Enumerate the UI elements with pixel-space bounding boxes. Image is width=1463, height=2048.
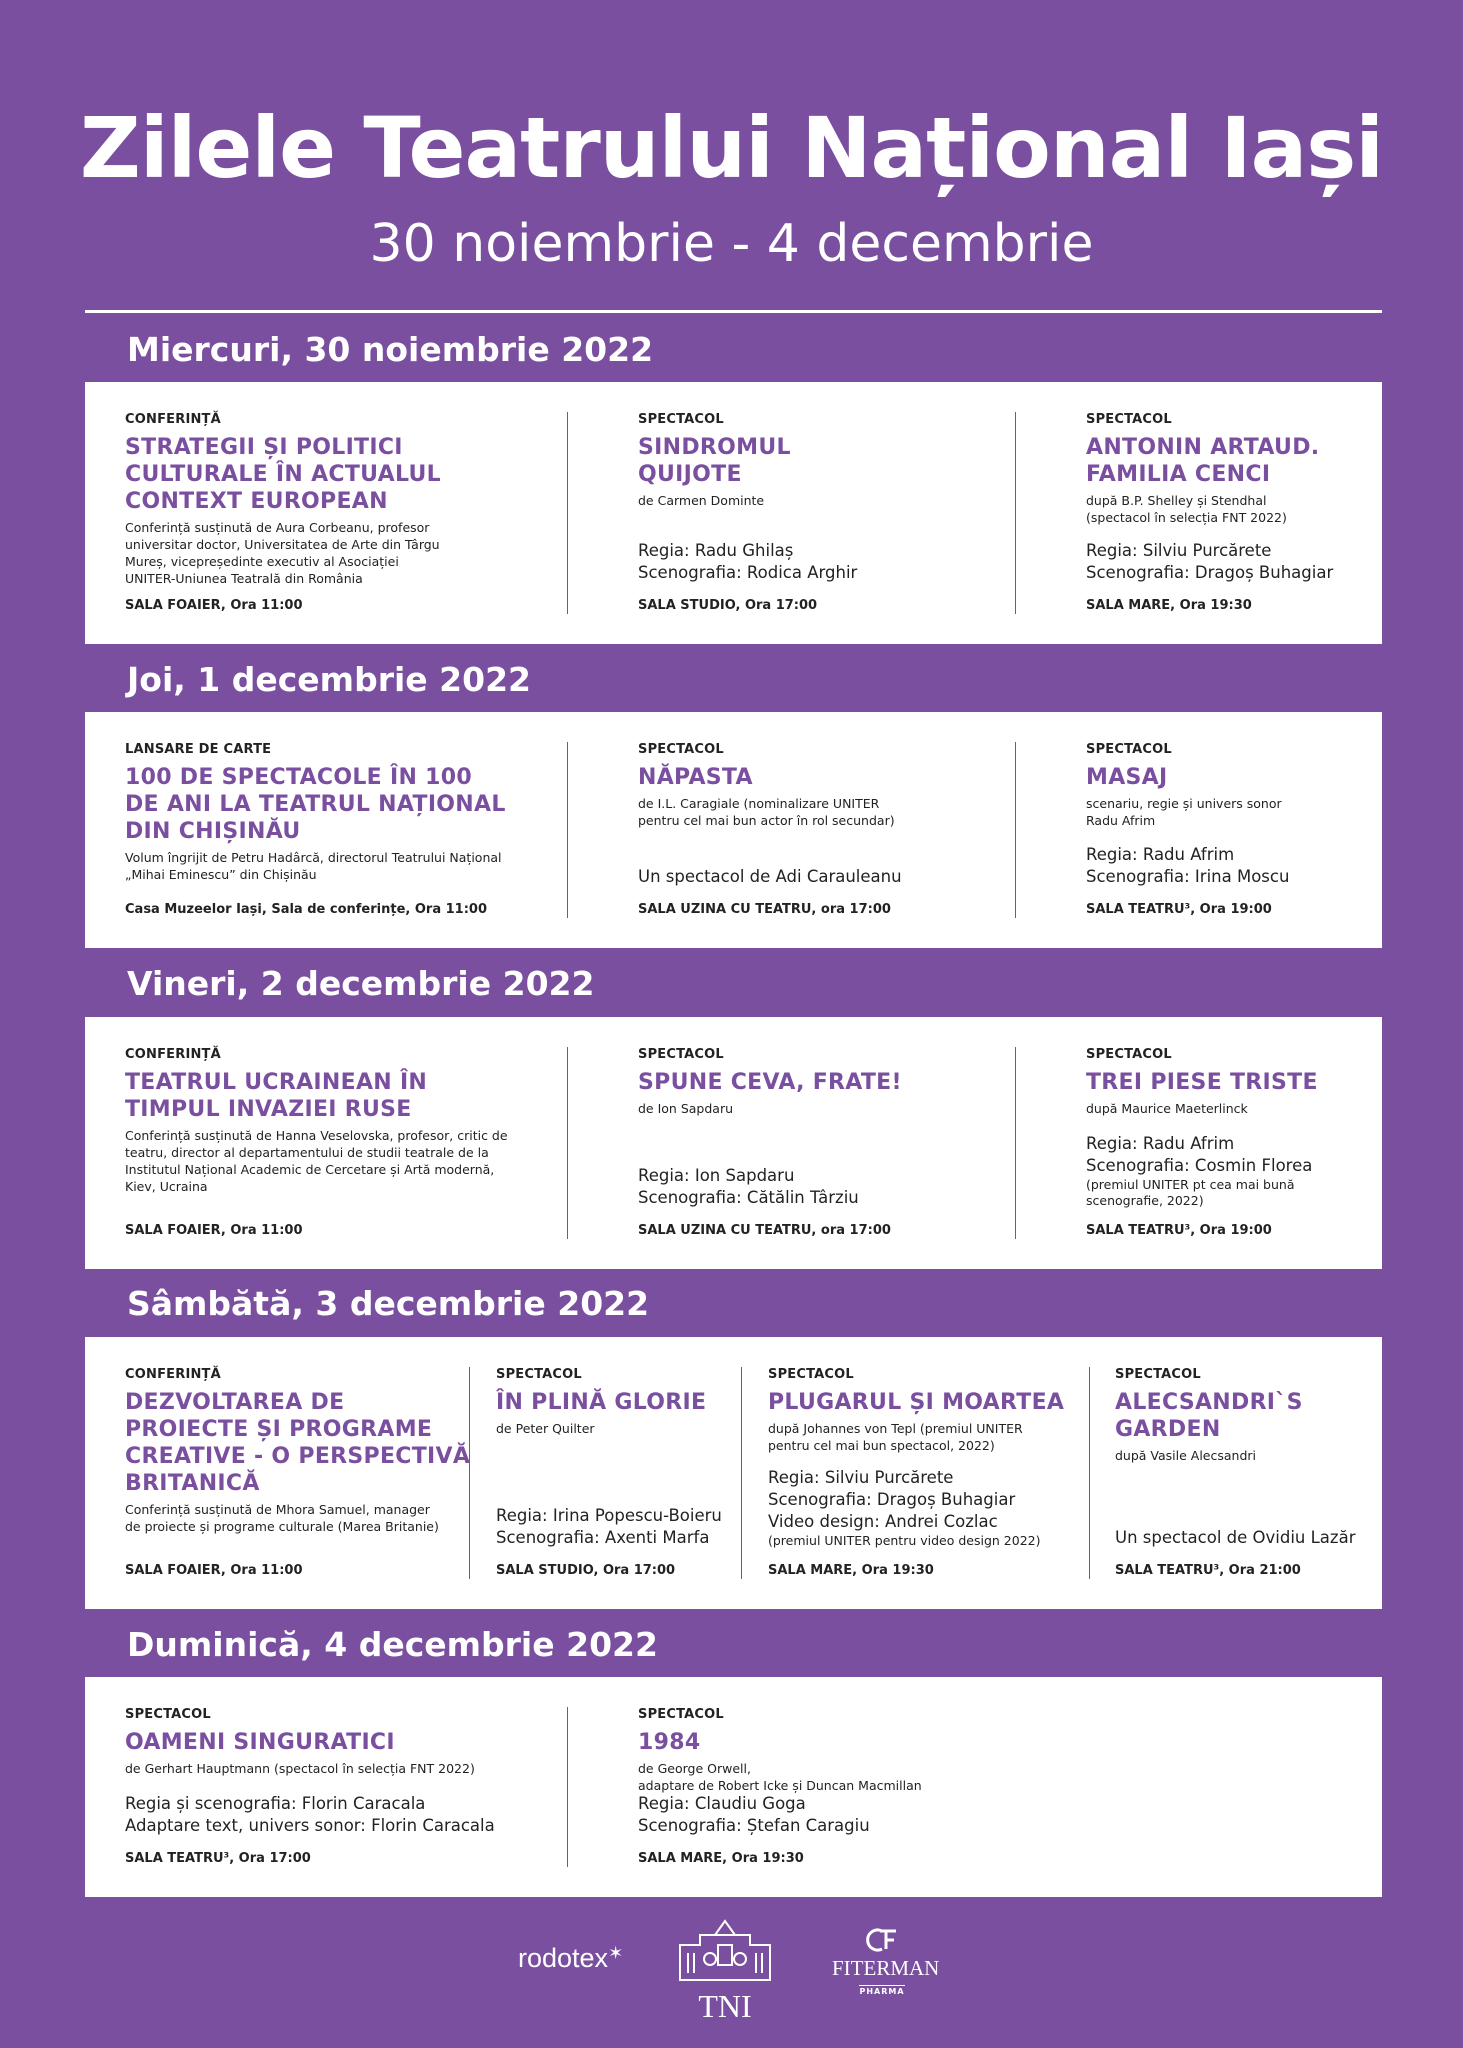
event-title	[768, 1389, 1098, 1416]
event-description	[1086, 795, 1376, 829]
fiterman-mark-icon	[862, 1927, 902, 1953]
credit-note: (premiul UNITER pt cea mai bună	[1086, 1177, 1295, 1192]
event-title	[638, 1729, 1238, 1756]
event-description-line: Radu Afrim	[1086, 813, 1156, 828]
header-rule	[85, 310, 1382, 313]
event-title	[496, 1389, 736, 1416]
event-title-line: TIMPUL INVAZIEI RUSE	[125, 1097, 412, 1122]
event-description	[125, 1501, 545, 1535]
event-title	[638, 764, 1038, 791]
event-title	[1086, 434, 1376, 488]
event-description-line: de Carmen Dominte	[638, 493, 765, 508]
event-description	[125, 1127, 605, 1195]
event-card	[638, 1047, 1038, 1239]
event-description-line: de George Orwell,	[638, 1761, 751, 1776]
event-title	[1115, 1389, 1375, 1443]
event-description-line: Conferință susținută de Hanna Veselovska, profesor, critic de	[125, 1128, 508, 1143]
fiterman-logo-subtext: PHARMA	[859, 1987, 905, 1996]
event-description-line: pentru cel mai bun spectacol, 2022)	[768, 1438, 995, 1453]
event-description-line: Kiev, Ucraina	[125, 1179, 208, 1194]
event-description	[496, 1420, 736, 1437]
event-credits	[125, 1793, 605, 1837]
event-title	[125, 434, 605, 515]
event-description	[638, 492, 1038, 509]
event-venue-time: SALA UZINA CU TEATRU, ora 17:00	[638, 1223, 891, 1238]
day-panel	[85, 1337, 1382, 1609]
credit-line: Scenografia: Dragoș Buhagiar	[768, 1490, 1016, 1509]
tni-logo	[670, 1915, 780, 2024]
day-title: Joi, 1 decembrie 2022	[127, 660, 531, 699]
event-description-line: Conferință susținută de Mhora Samuel, manager	[125, 1502, 430, 1517]
event-type-label: CONFERINȚĂ	[125, 1367, 221, 1382]
event-description-line: „Mihai Eminescu” din Chișinău	[125, 867, 317, 882]
event-card	[125, 1367, 545, 1579]
day-panel	[85, 712, 1382, 948]
event-title	[638, 1069, 1038, 1096]
theatre-building-icon	[670, 1915, 780, 1985]
event-description	[638, 1100, 1038, 1117]
event-venue-time: SALA TEATRU³, Ora 17:00	[125, 1851, 311, 1866]
day-title: Miercuri, 30 noiembrie 2022	[127, 330, 654, 369]
credit-line: Adaptare text, univers sonor: Florin Caracala	[125, 1816, 495, 1835]
event-title-line: CONTEXT EUROPEAN	[125, 489, 388, 514]
credit-line: Regia: Radu Afrim	[1086, 845, 1235, 864]
credit-line: Scenografia: Dragoș Buhagiar	[1086, 563, 1334, 582]
event-venue-time: SALA MARE, Ora 19:30	[1086, 598, 1252, 613]
credit-line: Scenografia: Cătălin Târziu	[638, 1188, 859, 1207]
event-title-line: DIN CHIȘINĂU	[125, 819, 301, 844]
event-description	[125, 849, 605, 883]
event-credits	[1086, 540, 1376, 584]
credit-line: Regia: Claudiu Goga	[638, 1794, 806, 1813]
event-description	[1086, 1100, 1376, 1117]
fiterman-logo-text: FITERMAN	[832, 1956, 940, 1980]
event-venue-time: SALA TEATRU³, Ora 19:00	[1086, 1223, 1272, 1238]
event-card	[125, 742, 605, 918]
credit-line: Scenografia: Axenti Marfa	[496, 1528, 710, 1547]
event-card	[1086, 412, 1376, 614]
event-card	[125, 1707, 605, 1867]
event-card	[638, 742, 1038, 918]
event-credits	[1086, 844, 1376, 888]
event-credits	[638, 540, 1038, 584]
event-credits	[496, 1505, 736, 1549]
event-description-line: teatru, director al departamentului de studii teatrale de la	[125, 1145, 489, 1160]
rodotex-logo	[518, 1943, 623, 1974]
event-title-line: DE ANI LA TEATRUL NAȚIONAL	[125, 792, 506, 817]
event-title-line: GARDEN	[1115, 1417, 1221, 1442]
event-description-line: după B.P. Shelley și Stendhal	[1086, 493, 1267, 508]
event-type-label: SPECTACOL	[638, 1047, 724, 1062]
day-panel	[85, 1017, 1382, 1269]
event-title-line: ÎN PLINĂ GLORIE	[496, 1390, 707, 1415]
event-title-line: CREATIVE - O PERSPECTIVĂ	[125, 1444, 471, 1469]
event-description	[638, 795, 1038, 829]
event-description	[768, 1420, 1098, 1454]
credit-line: Un spectacol de Adi Carauleanu	[638, 867, 902, 886]
event-description-line: Volum îngrijit de Petru Hadârcă, directorul Teatrului Național	[125, 850, 502, 865]
event-type-label: LANSARE DE CARTE	[125, 742, 272, 757]
event-description-line: scenariu, regie și univers sonor	[1086, 796, 1282, 811]
event-title-line: DEZVOLTAREA DE	[125, 1390, 345, 1415]
event-title-line: QUIJOTE	[638, 462, 742, 487]
event-type-label: SPECTACOL	[638, 742, 724, 757]
event-description	[1086, 492, 1376, 526]
credit-line: Scenografia: Irina Moscu	[1086, 867, 1290, 886]
event-title	[1086, 764, 1376, 791]
event-card	[1086, 742, 1376, 918]
event-credits	[1115, 1527, 1375, 1549]
event-description-line: de proiecte și programe culturale (Marea Britanie)	[125, 1519, 439, 1534]
event-description-line: Institutul Național Academic de Cercetare și Artă modernă,	[125, 1162, 495, 1177]
credit-line: Regia și scenografia: Florin Caracala	[125, 1794, 426, 1813]
event-title-line: CULTURALE ÎN ACTUALUL	[125, 462, 441, 487]
event-credits	[1086, 1133, 1376, 1209]
credit-note: scenografie, 2022)	[1086, 1193, 1204, 1208]
leaf-icon: ✶	[608, 1943, 624, 1963]
event-card	[638, 1707, 1238, 1867]
event-title-line: PROIECTE ȘI PROGRAME	[125, 1417, 433, 1442]
credit-line: Regia: Silviu Purcărete	[1086, 541, 1272, 560]
day-panel	[85, 1677, 1382, 1897]
credit-note: (premiul UNITER pentru video design 2022)	[768, 1533, 1041, 1548]
event-card	[1086, 1047, 1376, 1239]
event-description-line: după Johannes von Tepl (premiul UNITER	[768, 1421, 1023, 1436]
event-description-line: universitar doctor, Universitatea de Arte din Târgu	[125, 537, 440, 552]
event-venue-time: SALA TEATRU³, Ora 21:00	[1115, 1563, 1301, 1578]
event-description-line: pentru cel mai bun actor în rol secundar)	[638, 813, 895, 828]
event-description-line: după Vasile Alecsandri	[1115, 1448, 1257, 1463]
event-title-line: 1984	[638, 1730, 701, 1755]
event-type-label: CONFERINȚĂ	[125, 412, 221, 427]
event-description-line: adaptare de Robert Icke și Duncan Macmillan	[638, 1778, 922, 1793]
event-venue-time: SALA MARE, Ora 19:30	[768, 1563, 934, 1578]
sponsor-logos	[0, 1905, 1463, 2025]
credit-line: Un spectacol de Ovidiu Lazăr	[1115, 1528, 1356, 1547]
credit-line: Scenografia: Rodica Arghir	[638, 563, 858, 582]
event-venue-time: SALA FOAIER, Ora 11:00	[125, 598, 303, 613]
page-title: Zilele Teatrului Național Iași	[79, 99, 1384, 197]
event-credits	[638, 1165, 1038, 1209]
event-title-line: BRITANICĂ	[125, 1471, 260, 1496]
event-title-line: ALECSANDRI`S	[1115, 1390, 1303, 1415]
credit-line: Regia: Radu Afrim	[1086, 1134, 1235, 1153]
event-title	[125, 764, 605, 845]
event-description-line: (spectacol în selecția FNT 2022)	[1086, 510, 1287, 525]
credit-line: Scenografia: Cosmin Florea	[1086, 1156, 1313, 1175]
event-type-label: SPECTACOL	[1086, 1047, 1172, 1062]
day-title: Sâmbătă, 3 decembrie 2022	[127, 1284, 650, 1323]
event-type-label: SPECTACOL	[638, 1707, 724, 1722]
page-subtitle: 30 noiembrie - 4 decembrie	[369, 214, 1094, 274]
event-card	[496, 1367, 736, 1579]
event-description	[638, 1760, 1238, 1794]
event-card	[768, 1367, 1098, 1579]
event-title-line: ANTONIN ARTAUD.	[1086, 435, 1320, 460]
event-description	[125, 519, 605, 587]
event-description-line: UNITER-Uniunea Teatrală din România	[125, 571, 363, 586]
event-title-line: OAMENI SINGURATICI	[125, 1730, 395, 1755]
event-title-line: NĂPASTA	[638, 765, 753, 790]
event-title-line: FAMILIA CENCI	[1086, 462, 1271, 487]
credit-line: Regia: Silviu Purcărete	[768, 1468, 954, 1487]
day-panel	[85, 382, 1382, 644]
event-credits	[768, 1467, 1098, 1549]
event-title-line: STRATEGII ȘI POLITICI	[125, 435, 403, 460]
event-type-label: SPECTACOL	[125, 1707, 211, 1722]
event-description-line: de I.L. Caragiale (nominalizare UNITER	[638, 796, 880, 811]
event-title-line: 100 DE SPECTACOLE ÎN 100	[125, 765, 472, 790]
credit-line: Scenografia: Ștefan Caragiu	[638, 1816, 870, 1835]
event-venue-time: SALA STUDIO, Ora 17:00	[638, 598, 818, 613]
event-venue-time: SALA STUDIO, Ora 17:00	[496, 1563, 676, 1578]
event-type-label: SPECTACOL	[638, 412, 724, 427]
event-title-line: MASAJ	[1086, 765, 1168, 790]
event-card	[1115, 1367, 1375, 1579]
fiterman-logo	[832, 1927, 940, 1997]
event-title	[125, 1729, 605, 1756]
credit-line: Regia: Irina Popescu-Boieru	[496, 1506, 722, 1525]
event-title	[1086, 1069, 1376, 1096]
event-description-line: Mureș, vicepreședinte executiv al Asociației	[125, 554, 399, 569]
event-title-line: PLUGARUL ȘI MOARTEA	[768, 1390, 1065, 1415]
event-card	[125, 1047, 605, 1239]
event-description-line: de Ion Sapdaru	[638, 1101, 734, 1116]
column-divider	[741, 1367, 742, 1579]
event-title	[638, 434, 1038, 488]
event-type-label: SPECTACOL	[768, 1367, 854, 1382]
event-description	[125, 1760, 605, 1777]
event-description	[1115, 1447, 1375, 1464]
event-type-label: SPECTACOL	[1115, 1367, 1201, 1382]
rodotex-logo-text: rodotex	[518, 1943, 609, 1973]
event-venue-time: SALA FOAIER, Ora 11:00	[125, 1223, 303, 1238]
event-type-label: SPECTACOL	[1086, 412, 1172, 427]
event-venue-time: Casa Muzeelor Iași, Sala de conferințe, Ora 11:00	[125, 902, 487, 917]
event-description-line: după Maurice Maeterlinck	[1086, 1101, 1248, 1116]
day-title: Duminică, 4 decembrie 2022	[127, 1625, 658, 1664]
event-description-line: Conferință susținută de Aura Corbeanu, profesor	[125, 520, 430, 535]
credit-line: Regia: Ion Sapdaru	[638, 1166, 795, 1185]
event-venue-time: SALA UZINA CU TEATRU, ora 17:00	[638, 902, 891, 917]
event-card	[125, 412, 605, 614]
event-type-label: SPECTACOL	[1086, 742, 1172, 757]
event-venue-time: SALA TEATRU³, Ora 19:00	[1086, 902, 1272, 917]
event-title	[125, 1389, 545, 1497]
tni-logo-text: TNI	[698, 1988, 752, 2024]
event-type-label: SPECTACOL	[496, 1367, 582, 1382]
event-title-line: SPUNE CEVA, FRATE!	[638, 1070, 902, 1095]
event-title-line: TEATRUL UCRAINEAN ÎN	[125, 1070, 428, 1095]
event-credits	[638, 866, 1038, 888]
credit-line: Regia: Radu Ghilaș	[638, 541, 794, 560]
event-credits	[638, 1793, 1238, 1837]
event-description-line: de Peter Quilter	[496, 1421, 595, 1436]
day-title: Vineri, 2 decembrie 2022	[127, 964, 595, 1003]
event-venue-time: SALA FOAIER, Ora 11:00	[125, 1563, 303, 1578]
event-description-line: de Gerhart Hauptmann (spectacol în selecția FNT 2022)	[125, 1761, 475, 1776]
event-title	[125, 1069, 605, 1123]
event-card	[638, 412, 1038, 614]
event-title-line: TREI PIESE TRISTE	[1086, 1070, 1318, 1095]
credit-line: Video design: Andrei Cozlac	[768, 1512, 998, 1531]
event-type-label: CONFERINȚĂ	[125, 1047, 221, 1062]
event-title-line: SINDROMUL	[638, 435, 791, 460]
event-venue-time: SALA MARE, Ora 19:30	[638, 1851, 804, 1866]
